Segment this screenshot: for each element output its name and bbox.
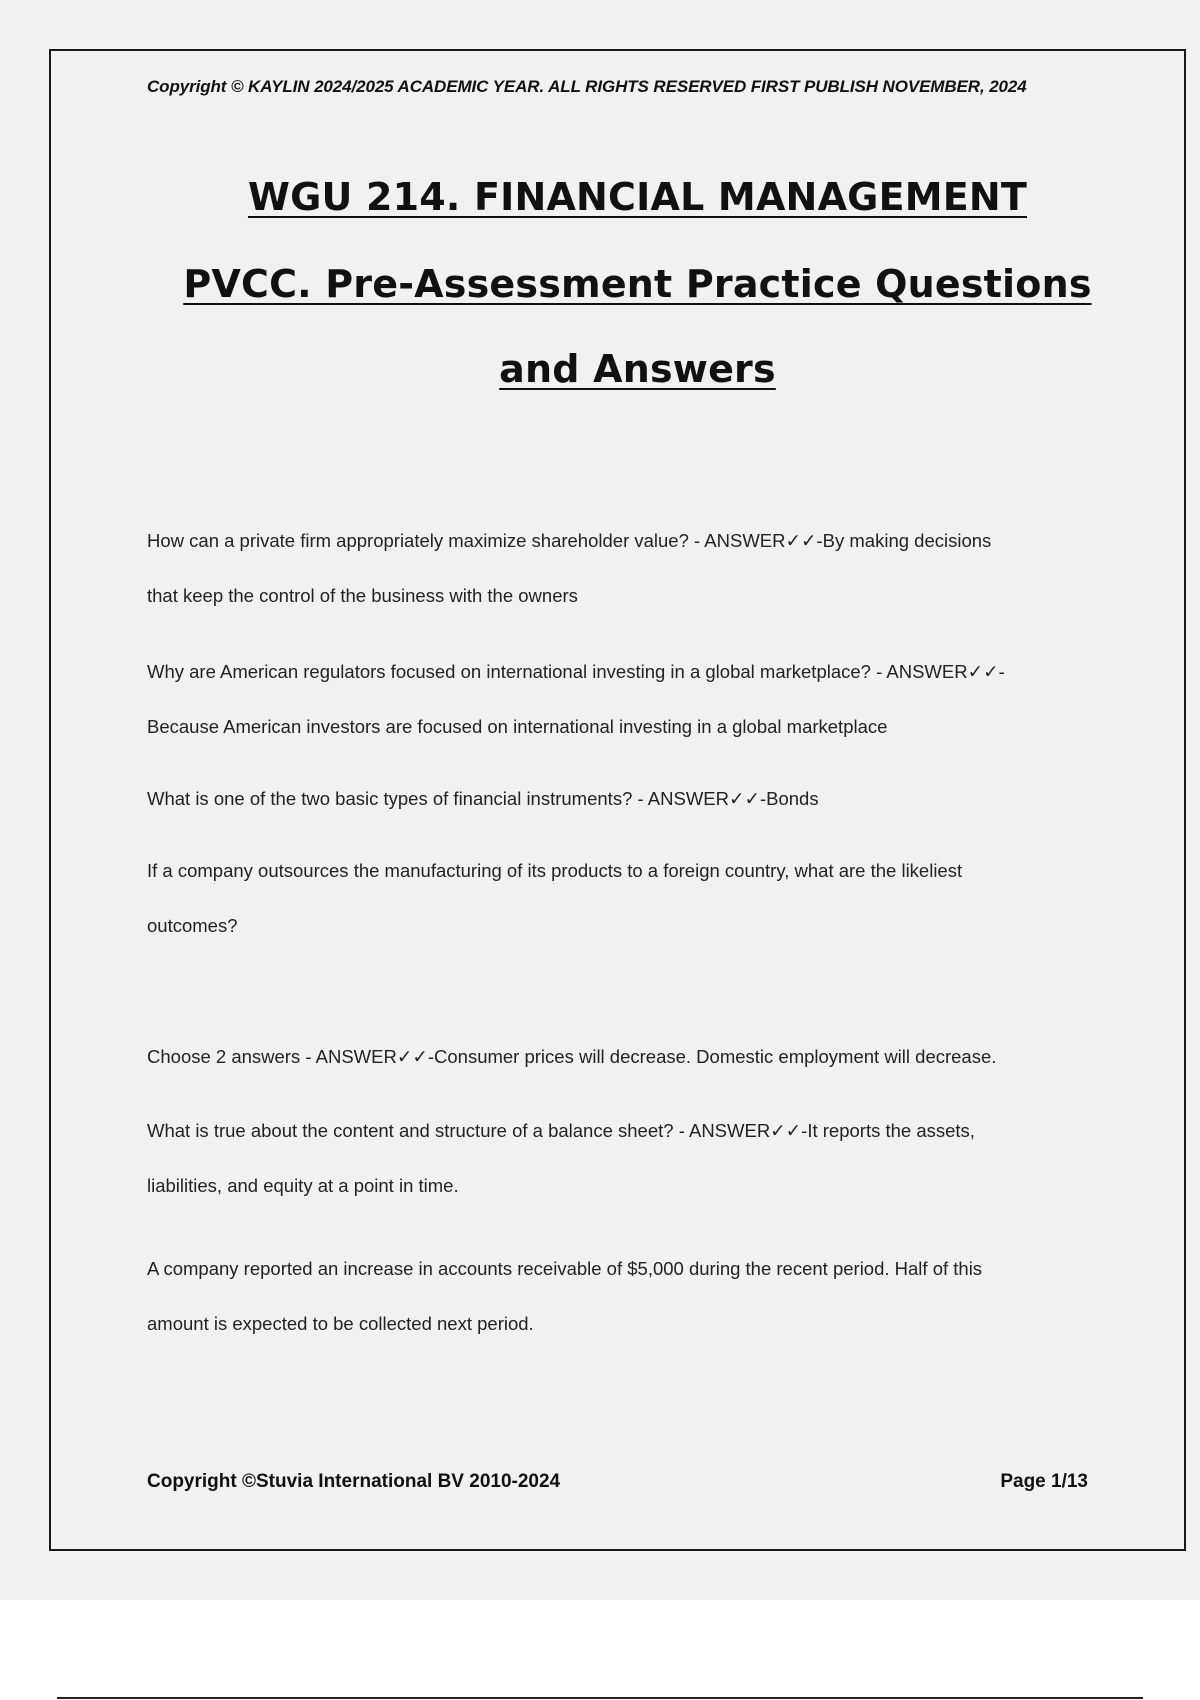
answer-4 <box>147 1029 1107 1084</box>
qa-line: A company reported an increase in accounts receivable of $5,000 during the recent period. Half of this <box>147 1258 983 1279</box>
qa-line: How can a private firm appropriately maximize shareholder value? - ANSWER✓✓-By making decisions <box>147 530 992 551</box>
qa-line: amount is expected to be collected next period. <box>147 1313 534 1334</box>
question-6 <box>147 1241 1107 1351</box>
question-answer-5 <box>147 1103 1107 1213</box>
qa-line: Choose 2 answers - ANSWER✓✓-Consumer prices will decrease. Domestic employment will decrease. <box>147 1046 997 1067</box>
document-page <box>49 49 1186 1551</box>
qa-line: that keep the control of the business with the owners <box>147 585 578 606</box>
qa-line: outcomes? <box>147 915 238 936</box>
question-answer-1 <box>147 513 1107 623</box>
qa-line: What is one of the two basic types of financial instruments? - ANSWER✓✓-Bonds <box>147 788 819 809</box>
document-title-line-3: and Answers <box>499 347 776 391</box>
header-copyright: Copyright © KAYLIN 2024/2025 ACADEMIC YEAR. ALL RIGHTS RESERVED FIRST PUBLISH NOVEMBER, 2024 <box>147 77 1027 96</box>
qa-line: Why are American regulators focused on international investing in a global marketplace? - ANSWER✓✓- <box>147 661 1005 682</box>
next-page-divider <box>57 1697 1143 1699</box>
question-answer-3 <box>147 771 1107 826</box>
qa-line: If a company outsources the manufacturing of its products to a foreign country, what are the likeliest <box>147 860 963 881</box>
qa-line: Because American investors are focused on international investing in a global marketplace <box>147 716 888 737</box>
qa-line: What is true about the content and structure of a balance sheet? - ANSWER✓✓-It reports the assets, <box>147 1120 975 1141</box>
page-number: Page 1/13 <box>1000 1471 1088 1492</box>
document-title-line-1: WGU 214. FINANCIAL MANAGEMENT <box>247 175 1028 219</box>
qa-line: liabilities, and equity at a point in time. <box>147 1175 459 1196</box>
footer-copyright: Copyright ©Stuvia International BV 2010-2024 <box>147 1471 561 1492</box>
question-answer-2 <box>147 644 1107 754</box>
question-4 <box>147 843 1107 953</box>
document-title-line-2: PVCC. Pre-Assessment Practice Questions <box>183 262 1092 306</box>
